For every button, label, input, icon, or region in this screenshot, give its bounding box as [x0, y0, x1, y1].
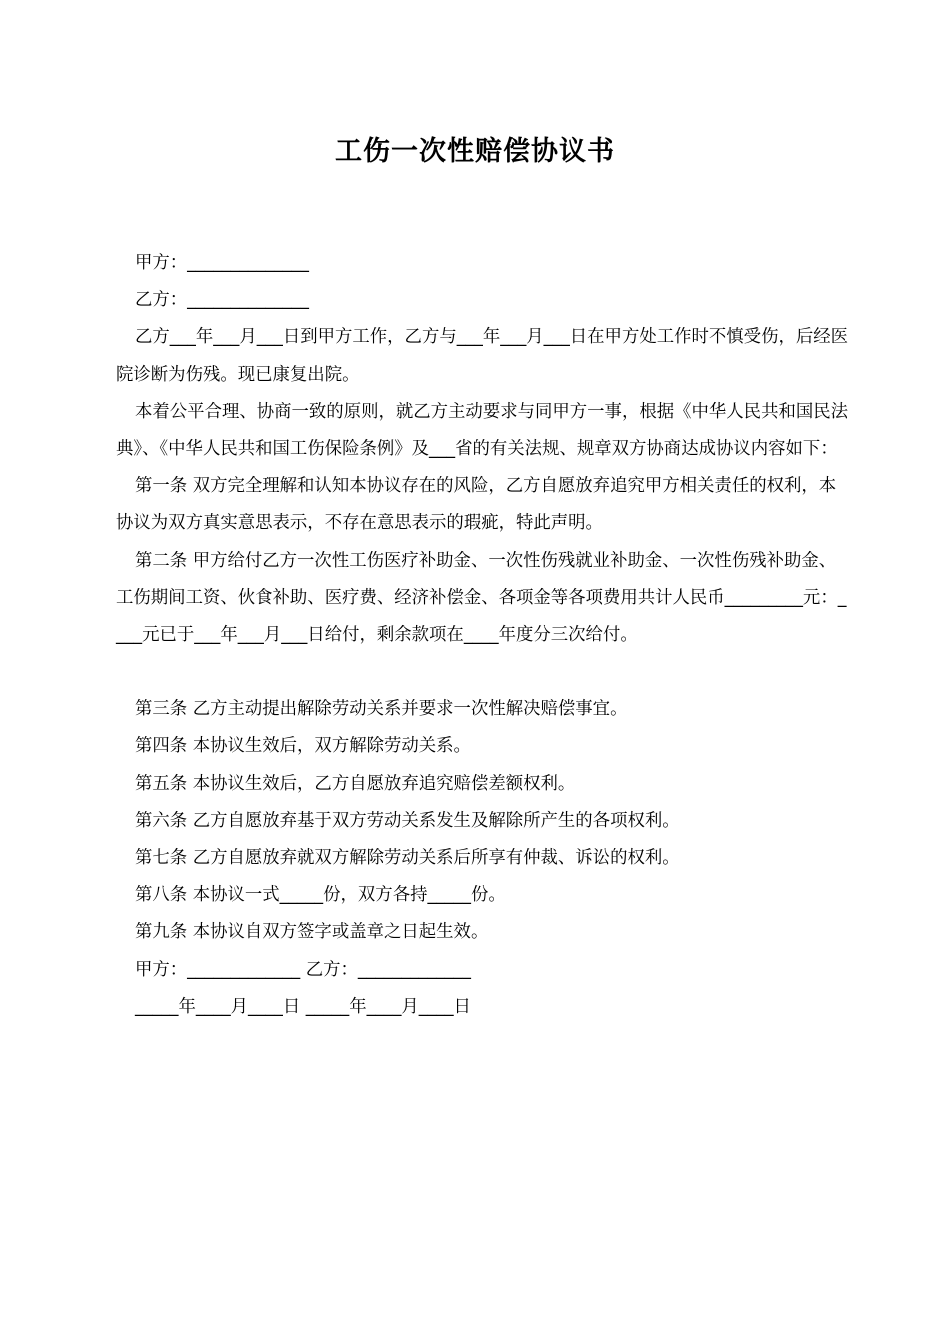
article-8: 第八条 本协议一式_____份，双方各持_____份。 [135, 885, 506, 906]
article-2: 第二条 甲方给付乙方一次性工伤医疗补助金、一次性伤残就业补助金、一次性伤残补助金、工伤期间工资、伙食补助、医疗费、经济补偿金、各项金等各项费用共计人民币_________元：____元已于___年___月___日给付，剩余款项在____年度分三次给付。 [116, 550, 847, 646]
article-1: 第一条 双方完全理解和认知本协议存在的风险，乙方自愿放弃追究甲方相关责任的权利，本协议为双方真实意思表示，不存在意思表示的瑕疵，特此声明。 [116, 476, 837, 534]
party-b-line: 乙方：______________ [135, 290, 309, 311]
basis-paragraph: 本着公平合理、协商一致的原则，就乙方主动要求与同甲方一事，根据《中华人民共和国民法典》、《中华人民共和国工伤保险条例》及___省的有关法规、规章双方协商达成协议内容如下： [116, 401, 849, 460]
intro-paragraph: 乙方___年___月___日到甲方工作，乙方与___年___月___日在甲方处工作时不慎受伤，后经医院诊断为伤残。现已康复出院。 [116, 327, 849, 385]
document-body [116, 245, 852, 1026]
article-7: 第七条 乙方自愿放弃就双方解除劳动关系后所享有仲裁、诉讼的权利。 [135, 848, 680, 869]
party-a-line: 甲方：______________ [135, 253, 309, 273]
paragraph-spacer [116, 654, 852, 691]
article-6: 第六条 乙方自愿放弃基于双方劳动关系发生及解除所产生的各项权利。 [135, 810, 680, 831]
signature-line: 甲方：_____________ 乙方：_____________ [135, 959, 471, 980]
article-5: 第五条 本协议生效后，乙方自愿放弃追究赔偿差额权利。 [135, 773, 576, 794]
article-4: 第四条 本协议生效后，双方解除劳动关系。 [135, 736, 471, 757]
date-line: _____年____月____日 _____年____月____日 [135, 996, 471, 1017]
article-3: 第三条 乙方主动提出解除劳动关系并要求一次性解决赔偿事宜。 [135, 699, 628, 720]
document-title: 工伤一次性赔偿协议书 [335, 136, 615, 167]
article-9: 第九条 本协议自双方签字或盖章之日起生效。 [135, 922, 489, 943]
